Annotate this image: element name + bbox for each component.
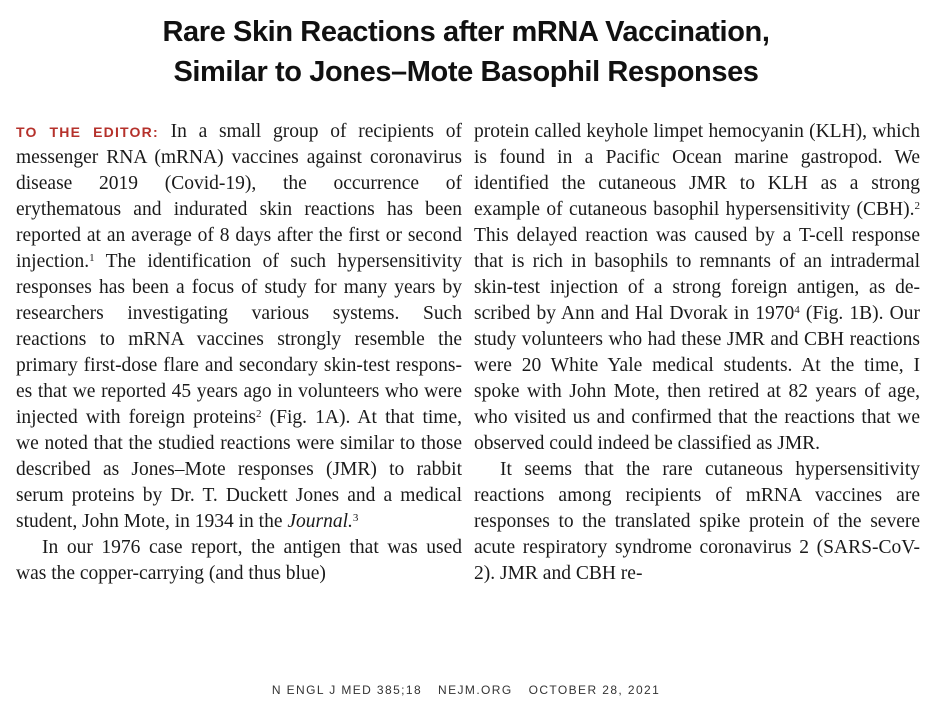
page-footer	[0, 683, 932, 697]
article-title	[0, 12, 932, 92]
paragraph-1-text-a: In a small group of recipients of messenger RNA (mRNA) vaccines against coronavirus disease 2019 (Covid-19), the occurrence of erythematous and indurated skin reactions has been reported at an average of 8 days after the first or second injection.	[16, 121, 462, 272]
reference-1: 1	[89, 252, 95, 264]
reference-4: 4	[794, 304, 800, 316]
paragraph-1-text-b: The identification of such hypersensitivity responses has been a focus of study for many years by researchers investigating various systems. Such reactions to mRNA vaccines strongly resemble the primary first-dose flare and secondary skin-test responses that we reported 45 years ago in volunteers who were injected with foreign proteins	[16, 251, 462, 428]
paragraph-1-text-c: (Fig. 1A). At that time, we noted that the studied reactions were similar to those described as Jones–Mote responses (JMR) to rabbit serum proteins by Dr. T. Duckett Jones and a medical student, John Mote, in 1934 in the	[16, 407, 462, 532]
reference-3: 3	[352, 512, 359, 524]
paragraph-2-text-b: This delayed reaction was caused by a T-cell response that is rich in basophils to remnants of an intradermal skin-test injection of a strong foreign antigen, as described by Ann and Hal Dvorak in 1970	[474, 225, 920, 324]
paragraph-2-continued	[474, 119, 920, 457]
footer-date: OCTOBER 28, 2021	[528, 683, 661, 697]
reference-2b: 2	[914, 200, 920, 212]
journal-name: Journal.	[287, 511, 353, 532]
paragraph-1	[16, 119, 462, 535]
paragraph-2-text-a: protein called keyhole limpet hemocyanin (KLH), which is found in a Pacific Ocean marine gastropod. We identified the cutaneous JMR to KLH as a strong example of cutaneous basophil hypersensitivity (CBH).	[474, 121, 920, 220]
reference-2: 2	[255, 408, 262, 420]
paragraph-2-start: In our 1976 case report, the antigen that was used was the copper-carrying (and thus blue)	[16, 537, 462, 584]
article-title-line-1: Rare Skin Reactions after mRNA Vaccination,	[162, 16, 770, 48]
left-column	[16, 119, 462, 587]
to-the-editor-label: TO THE EDITOR:	[16, 124, 159, 140]
right-column	[474, 119, 920, 587]
paragraph-3: It seems that the rare cutaneous hypersensitivity reactions among recipients of mRNA vaccines are responses to the translated spike protein of the severe acute respiratory syndrome coronavirus 2 (SARS-CoV-2). JMR and CBH re-	[474, 459, 920, 584]
paragraph-2-text-c: (Fig. 1B). Our study volunteers who had these JMR and CBH reactions were 20 White Yale medical students. At the time, I spoke with John Mote, then retired at 82 years of age, who visited us and confirmed that the reactions that we observed could indeed be classified as JMR.	[474, 303, 920, 454]
footer-site: NEJM.ORG	[438, 683, 513, 697]
article-title-line-2: Similar to Jones–Mote Basophil Responses	[173, 56, 759, 88]
footer-citation: N ENGL J MED 385;18	[271, 683, 423, 697]
